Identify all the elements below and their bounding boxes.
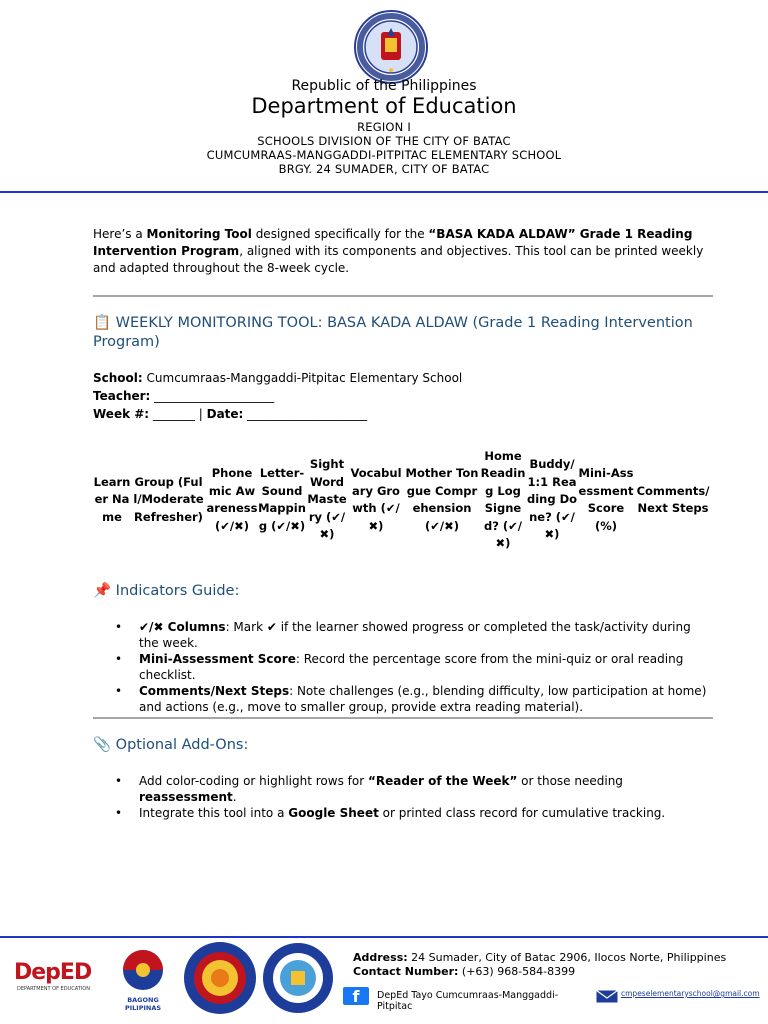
table-header-home-reading: Home Reading Log Signed? (✔/✖) (480, 448, 526, 550)
footer-divider (0, 936, 768, 938)
bagong-pilipinas-text: BAGONG PILIPINAS (124, 996, 162, 1012)
table-header-sight-word: Sight Word Mastery (✔/✖) (307, 457, 347, 542)
table-header-mini-assessment: Mini-Assessment Score (%) (578, 466, 634, 533)
week-date-field: Week #: _______ | Date: ____________________ (93, 407, 368, 421)
department-title: Department of Education (251, 94, 517, 118)
teacher-field: Teacher: ____________________ (93, 389, 275, 403)
section-divider (93, 717, 713, 719)
tool-heading: 📋 WEEKLY MONITORING TOOL: BASA KADA ALDAW (Grade 1 Reading Intervention Program) (93, 315, 693, 350)
list-item: • Add color-coding or highlight rows for “Reader of the Week” or those needing reassessment. (93, 773, 708, 805)
table-header-learner-name: Learner Name (93, 474, 131, 524)
email-link[interactable]: cmpeselementaryschool@gmail.com (621, 989, 760, 998)
division-text: SCHOOLS DIVISION OF THE CITY OF BATAC (257, 134, 511, 148)
indicators-heading: 📌 Indicators Guide: (93, 583, 240, 599)
list-item: • Comments/Next Steps: Note challenges (e.g., blending difficulty, low participation at home) and actions (e.g., move to smaller group, provide extra reading material). (93, 683, 708, 715)
footer-contact: Contact Number: (+63) 968-584-8399 (353, 965, 576, 978)
school-field: School: Cumcumraas-Manggaddi-Pitpitac Elementary School (93, 371, 463, 385)
table-header-letter-sound: Letter-Sound Mapping (✔/✖) (258, 466, 306, 533)
deped-logo-subtitle: DEPARTMENT OF EDUCATION (17, 986, 90, 992)
list-item: • Integrate this tool into a Google Sheet or printed class record for cumulative tracking. (93, 805, 708, 821)
indicators-list (93, 619, 708, 715)
header-divider (0, 191, 768, 193)
email-icon (596, 988, 618, 1001)
addons-list (93, 773, 708, 821)
division-seal-logo (182, 940, 258, 1016)
school-seal-logo (261, 941, 335, 1015)
region-text: REGION I (357, 120, 411, 134)
table-header-buddy-reading: Buddy/ 1:1 Reading Done? (✔/✖) (526, 457, 578, 542)
footer-address: Address: 24 Sumader, City of Batac 2906, Ilocos Norte, Philippines (353, 951, 727, 964)
school-name-header: CUMCUMRAAS-MANGGADDI-PITPITAC ELEMENTARY SCHOOL (206, 148, 562, 162)
school-address-header: BRGY. 24 SUMADER, CITY OF BATAC (278, 162, 490, 176)
table-header-mother-tongue: Mother Tongue Comprehension (✔/✖) (405, 466, 479, 533)
table-header-comments: Comments/ Next Steps (636, 483, 710, 515)
section-divider (93, 295, 713, 297)
intro-paragraph: Here’s a Monitoring Tool designed specifically for the “BASA KADA ALDAW” Grade 1 Reading Intervention Program, aligned with its components and objectives. This tool can be printed weekly and adapted throughout the 8-week cycle. (93, 227, 704, 275)
addons-heading: 📎 Optional Add-Ons: (93, 737, 249, 753)
republic-text: Republic of the Philippines (291, 78, 477, 94)
facebook-icon[interactable]: f (343, 987, 369, 1005)
table-header-vocabulary: Vocabulary Growth (✔/✖) (350, 466, 402, 533)
facebook-page-link[interactable]: DepEd Tayo Cumcumraas-Manggaddi-Pitpitac (377, 990, 559, 1012)
deped-seal-logo (354, 10, 428, 84)
table-header-phonemic-awareness: Phonemic Awareness (✔/✖) (206, 466, 258, 533)
table-header-group: Group (Full/Moderate Refresher) (133, 474, 204, 524)
bagong-pilipinas-logo (110, 944, 176, 1012)
deped-logo: DepED (14, 960, 92, 985)
list-item: • ✔/✖ Columns: Mark ✔ if the learner showed progress or completed the task/activity during the week. (93, 619, 708, 651)
list-item: • Mini-Assessment Score: Record the percentage score from the mini-quiz or oral reading checklist. (93, 651, 708, 683)
